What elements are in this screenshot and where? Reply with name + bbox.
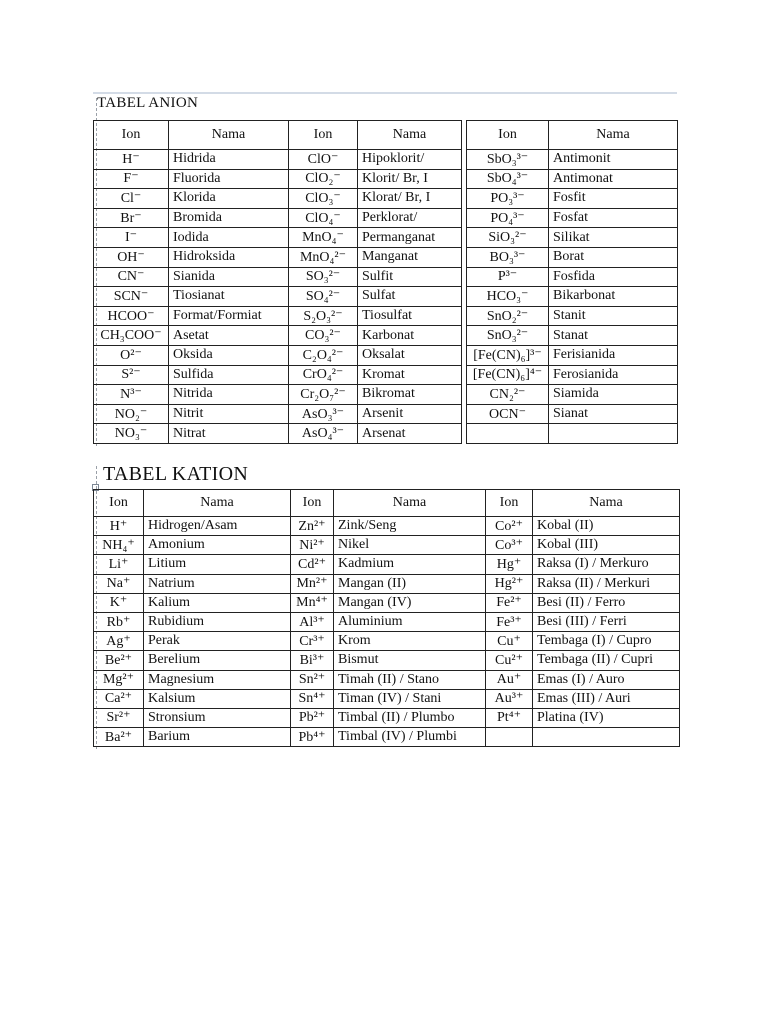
anion-ion-cell: S₂O₃²⁻ bbox=[289, 306, 358, 326]
anion-ion-cell: O²⁻ bbox=[94, 345, 169, 365]
kation-name-cell: Tembaga (I) / Cupro bbox=[533, 632, 680, 651]
kation-name-cell: Mangan (II) bbox=[334, 574, 486, 593]
kation-name-cell: Aluminium bbox=[334, 612, 486, 631]
anion-name-cell: Karbonat bbox=[358, 326, 462, 346]
anion-ion-cell: PO₄³⁻ bbox=[467, 208, 549, 228]
anion-table-row bbox=[94, 228, 678, 248]
anion-ion-cell: HCOO⁻ bbox=[94, 306, 169, 326]
anion-name-cell: Bikromat bbox=[358, 385, 462, 405]
kation-ion-cell: Li⁺ bbox=[94, 555, 144, 574]
anion-ion-cell: F⁻ bbox=[94, 169, 169, 189]
anion-ion-cell: MnO₄²⁻ bbox=[289, 247, 358, 267]
kation-name-cell: Krom bbox=[334, 632, 486, 651]
kation-table-row bbox=[94, 517, 680, 536]
kation-ion-cell: H⁺ bbox=[94, 517, 144, 536]
anion-table-row bbox=[94, 267, 678, 287]
kation-ion-cell: Rb⁺ bbox=[94, 612, 144, 631]
kation-name-cell: Besi (III) / Ferri bbox=[533, 612, 680, 631]
anion-ion-cell: NO₂⁻ bbox=[94, 404, 169, 424]
kation-ion-cell: K⁺ bbox=[94, 593, 144, 612]
kation-ion-cell: Au³⁺ bbox=[486, 689, 533, 708]
anion-name-cell: Perklorat/ bbox=[358, 208, 462, 228]
kation-ion-cell: Co²⁺ bbox=[486, 517, 533, 536]
anion-name-cell: Tiosulfat bbox=[358, 306, 462, 326]
anion-ion-cell: ClO⁻ bbox=[289, 150, 358, 170]
anion-name-cell bbox=[549, 424, 678, 444]
anion-ion-cell: S²⁻ bbox=[94, 365, 169, 385]
kation-name-cell: Natrium bbox=[144, 574, 291, 593]
kation-ion-cell: Be²⁺ bbox=[94, 651, 144, 670]
anion-name-cell: Sulfida bbox=[169, 365, 289, 385]
kation-name-cell: Raksa (I) / Merkuro bbox=[533, 555, 680, 574]
kation-ion-cell: Na⁺ bbox=[94, 574, 144, 593]
kation-name-cell: Hidrogen/Asam bbox=[144, 517, 291, 536]
anion-table-row bbox=[94, 345, 678, 365]
kation-name-cell: Timan (IV) / Stani bbox=[334, 689, 486, 708]
anion-name-cell: Hidroksida bbox=[169, 247, 289, 267]
anion-header-ion-2: Ion bbox=[289, 121, 358, 150]
anion-table-row bbox=[94, 385, 678, 405]
kation-name-cell: Stronsium bbox=[144, 708, 291, 727]
anion-name-cell: Nitrit bbox=[169, 404, 289, 424]
anion-name-cell: Ferosianida bbox=[549, 365, 678, 385]
anion-name-cell: Oksalat bbox=[358, 345, 462, 365]
anion-name-cell: Tiosianat bbox=[169, 287, 289, 307]
kation-ion-cell: Mn⁴⁺ bbox=[291, 593, 334, 612]
kation-name-cell: Kadmium bbox=[334, 555, 486, 574]
kation-ion-cell: Hg²⁺ bbox=[486, 574, 533, 593]
kation-header-ion-2: Ion bbox=[291, 490, 334, 517]
kation-name-cell: Kalium bbox=[144, 593, 291, 612]
anion-ion-cell: N³⁻ bbox=[94, 385, 169, 405]
anion-ion-cell: CN₂²⁻ bbox=[467, 385, 549, 405]
anion-ion-cell: SO₃²⁻ bbox=[289, 267, 358, 287]
anion-ion-cell: OCN⁻ bbox=[467, 404, 549, 424]
anion-ion-cell: P³⁻ bbox=[467, 267, 549, 287]
kation-table-row bbox=[94, 728, 680, 747]
anion-name-cell: Asetat bbox=[169, 326, 289, 346]
kation-ion-cell: Mg²⁺ bbox=[94, 670, 144, 689]
kation-ion-cell: Pt⁴⁺ bbox=[486, 708, 533, 727]
kation-name-cell bbox=[533, 728, 680, 747]
kation-ion-cell: Hg⁺ bbox=[486, 555, 533, 574]
anion-table bbox=[93, 120, 678, 444]
kation-header-nama-3: Nama bbox=[533, 490, 680, 517]
anion-ion-cell: SbO₃³⁻ bbox=[467, 150, 549, 170]
kation-name-cell: Barium bbox=[144, 728, 291, 747]
anion-name-cell: Bikarbonat bbox=[549, 287, 678, 307]
kation-table-row bbox=[94, 632, 680, 651]
anion-name-cell: Hipoklorit/ bbox=[358, 150, 462, 170]
anion-ion-cell: PO₃³⁻ bbox=[467, 189, 549, 209]
anion-table-row bbox=[94, 287, 678, 307]
kation-name-cell: Berelium bbox=[144, 651, 291, 670]
kation-table-row bbox=[94, 536, 680, 555]
anion-name-cell: Sulfat bbox=[358, 287, 462, 307]
kation-name-cell: Magnesium bbox=[144, 670, 291, 689]
anion-name-cell: Format/Formiat bbox=[169, 306, 289, 326]
kation-table-row bbox=[94, 612, 680, 631]
anion-header-row bbox=[94, 121, 678, 150]
anion-name-cell: Bromida bbox=[169, 208, 289, 228]
kation-ion-cell: Ba²⁺ bbox=[94, 728, 144, 747]
anion-ion-cell: CrO₄²⁻ bbox=[289, 365, 358, 385]
kation-ion-cell: Au⁺ bbox=[486, 670, 533, 689]
anion-name-cell: Siamida bbox=[549, 385, 678, 405]
kation-name-cell: Amonium bbox=[144, 536, 291, 555]
anion-name-cell: Hidrida bbox=[169, 150, 289, 170]
anion-name-cell: Iodida bbox=[169, 228, 289, 248]
kation-name-cell: Kalsium bbox=[144, 689, 291, 708]
anion-ion-cell bbox=[467, 424, 549, 444]
anion-table-row bbox=[94, 365, 678, 385]
anion-table-section bbox=[93, 94, 677, 444]
anion-table-row bbox=[94, 150, 678, 170]
anion-name-cell: Kromat bbox=[358, 365, 462, 385]
anion-name-cell: Nitrida bbox=[169, 385, 289, 405]
kation-header-ion-3: Ion bbox=[486, 490, 533, 517]
anion-ion-cell: SnO₃²⁻ bbox=[467, 326, 549, 346]
anion-name-cell: Silikat bbox=[549, 228, 678, 248]
kation-name-cell: Bismut bbox=[334, 651, 486, 670]
kation-table-row bbox=[94, 593, 680, 612]
kation-name-cell: Raksa (II) / Merkuri bbox=[533, 574, 680, 593]
anion-ion-cell: ClO₂⁻ bbox=[289, 169, 358, 189]
anion-name-cell: Antimonit bbox=[549, 150, 678, 170]
kation-ion-cell: Cu⁺ bbox=[486, 632, 533, 651]
anion-ion-cell: C₂O₄²⁻ bbox=[289, 345, 358, 365]
kation-header-row bbox=[94, 490, 680, 517]
kation-name-cell: Platina (IV) bbox=[533, 708, 680, 727]
anion-table-row bbox=[94, 326, 678, 346]
anion-ion-cell: Br⁻ bbox=[94, 208, 169, 228]
kation-name-cell: Litium bbox=[144, 555, 291, 574]
anion-name-cell: Klorida bbox=[169, 189, 289, 209]
kation-ion-cell: NH₄⁺ bbox=[94, 536, 144, 555]
anion-ion-cell: OH⁻ bbox=[94, 247, 169, 267]
anion-table-row bbox=[94, 189, 678, 209]
kation-header-ion-1: Ion bbox=[94, 490, 144, 517]
kation-table-section bbox=[93, 462, 679, 747]
kation-ion-cell: Sr²⁺ bbox=[94, 708, 144, 727]
anion-name-cell: Sianida bbox=[169, 267, 289, 287]
anion-ion-cell: SbO₄³⁻ bbox=[467, 169, 549, 189]
anion-header-ion-3: Ion bbox=[467, 121, 549, 150]
anion-ion-cell: H⁻ bbox=[94, 150, 169, 170]
kation-ion-cell: Pb⁴⁺ bbox=[291, 728, 334, 747]
anion-ion-cell: CO₃²⁻ bbox=[289, 326, 358, 346]
kation-table-body bbox=[94, 517, 680, 747]
kation-table-row bbox=[94, 689, 680, 708]
anion-name-cell: Ferisianida bbox=[549, 345, 678, 365]
kation-header-nama-1: Nama bbox=[144, 490, 291, 517]
anion-ion-cell: I⁻ bbox=[94, 228, 169, 248]
anion-name-cell: Klorat/ Br, I bbox=[358, 189, 462, 209]
kation-ion-cell: Sn⁴⁺ bbox=[291, 689, 334, 708]
anion-table-body bbox=[94, 150, 678, 444]
anion-name-cell: Stanit bbox=[549, 306, 678, 326]
anion-name-cell: Oksida bbox=[169, 345, 289, 365]
anion-ion-cell: MnO₄⁻ bbox=[289, 228, 358, 248]
anion-ion-cell: ClO₄⁻ bbox=[289, 208, 358, 228]
kation-ion-cell: Ag⁺ bbox=[94, 632, 144, 651]
anion-ion-cell: ClO₃⁻ bbox=[289, 189, 358, 209]
anion-ion-cell: HCO₃⁻ bbox=[467, 287, 549, 307]
kation-table-row bbox=[94, 670, 680, 689]
kation-table bbox=[93, 489, 680, 747]
anion-ion-cell: [Fe(CN)₆]⁴⁻ bbox=[467, 365, 549, 385]
anion-name-cell: Fosfat bbox=[549, 208, 678, 228]
anion-ion-cell: CN⁻ bbox=[94, 267, 169, 287]
anion-ion-cell: NO₃⁻ bbox=[94, 424, 169, 444]
anion-ion-cell: Cl⁻ bbox=[94, 189, 169, 209]
anion-table-row bbox=[94, 404, 678, 424]
anion-header-nama-2: Nama bbox=[358, 121, 462, 150]
kation-ion-cell: Fe²⁺ bbox=[486, 593, 533, 612]
anion-name-cell: Stanat bbox=[549, 326, 678, 346]
kation-name-cell: Perak bbox=[144, 632, 291, 651]
anion-name-cell: Klorit/ Br, I bbox=[358, 169, 462, 189]
anion-ion-cell: SCN⁻ bbox=[94, 287, 169, 307]
anion-ion-cell: SiO₃²⁻ bbox=[467, 228, 549, 248]
kation-table-row bbox=[94, 708, 680, 727]
anion-name-cell: Nitrat bbox=[169, 424, 289, 444]
kation-name-cell: Zink/Seng bbox=[334, 517, 486, 536]
kation-ion-cell: Al³⁺ bbox=[291, 612, 334, 631]
anion-ion-cell: [Fe(CN)₆]³⁻ bbox=[467, 345, 549, 365]
anion-name-cell: Borat bbox=[549, 247, 678, 267]
kation-ion-cell: Ni²⁺ bbox=[291, 536, 334, 555]
anion-name-cell: Sianat bbox=[549, 404, 678, 424]
kation-name-cell: Timbal (II) / Plumbo bbox=[334, 708, 486, 727]
kation-ion-cell: Cu²⁺ bbox=[486, 651, 533, 670]
anion-table-row bbox=[94, 169, 678, 189]
kation-name-cell: Timbal (IV) / Plumbi bbox=[334, 728, 486, 747]
anion-name-cell: Fosfida bbox=[549, 267, 678, 287]
anion-name-cell: Permanganat bbox=[358, 228, 462, 248]
kation-name-cell: Besi (II) / Ferro bbox=[533, 593, 680, 612]
anion-table-row bbox=[94, 424, 678, 444]
kation-ion-cell: Cr³⁺ bbox=[291, 632, 334, 651]
anion-name-cell: Arsenit bbox=[358, 404, 462, 424]
kation-ion-cell: Zn²⁺ bbox=[291, 517, 334, 536]
anion-ion-cell: AsO₃³⁻ bbox=[289, 404, 358, 424]
anion-ion-cell: BO₃³⁻ bbox=[467, 247, 549, 267]
kation-ion-cell: Cd²⁺ bbox=[291, 555, 334, 574]
kation-ion-cell: Sn²⁺ bbox=[291, 670, 334, 689]
anion-header-ion-1: Ion bbox=[94, 121, 169, 150]
kation-table-row bbox=[94, 651, 680, 670]
kation-name-cell: Nikel bbox=[334, 536, 486, 555]
kation-table-row bbox=[94, 555, 680, 574]
kation-name-cell: Kobal (III) bbox=[533, 536, 680, 555]
kation-ion-cell: Ca²⁺ bbox=[94, 689, 144, 708]
kation-name-cell: Rubidium bbox=[144, 612, 291, 631]
kation-name-cell: Mangan (IV) bbox=[334, 593, 486, 612]
anion-name-cell: Antimonat bbox=[549, 169, 678, 189]
anion-name-cell: Manganat bbox=[358, 247, 462, 267]
kation-name-cell: Emas (I) / Auro bbox=[533, 670, 680, 689]
kation-table-row bbox=[94, 574, 680, 593]
kation-table-title: TABEL KATION bbox=[103, 463, 249, 485]
kation-name-cell: Emas (III) / Auri bbox=[533, 689, 680, 708]
anion-table-row bbox=[94, 247, 678, 267]
anion-table-row bbox=[94, 306, 678, 326]
anion-header-nama-3: Nama bbox=[549, 121, 678, 150]
anion-name-cell: Arsenat bbox=[358, 424, 462, 444]
anion-ion-cell: SO₄²⁻ bbox=[289, 287, 358, 307]
anion-table-row bbox=[94, 208, 678, 228]
kation-ion-cell bbox=[486, 728, 533, 747]
anion-name-cell: Fluorida bbox=[169, 169, 289, 189]
anion-ion-cell: Cr₂O₇²⁻ bbox=[289, 385, 358, 405]
anion-ion-cell: SnO₂²⁻ bbox=[467, 306, 549, 326]
kation-name-cell: Kobal (II) bbox=[533, 517, 680, 536]
anion-ion-cell: AsO₄³⁻ bbox=[289, 424, 358, 444]
kation-ion-cell: Bi³⁺ bbox=[291, 651, 334, 670]
kation-name-cell: Timah (II) / Stano bbox=[334, 670, 486, 689]
anion-name-cell: Sulfit bbox=[358, 267, 462, 287]
kation-ion-cell: Mn²⁺ bbox=[291, 574, 334, 593]
kation-ion-cell: Pb²⁺ bbox=[291, 708, 334, 727]
anion-table-title: TABEL ANION bbox=[97, 95, 199, 111]
anion-name-cell: Fosfit bbox=[549, 189, 678, 209]
anion-header-nama-1: Nama bbox=[169, 121, 289, 150]
kation-ion-cell: Fe³⁺ bbox=[486, 612, 533, 631]
kation-name-cell: Tembaga (II) / Cupri bbox=[533, 651, 680, 670]
anion-ion-cell: CH₃COO⁻ bbox=[94, 326, 169, 346]
kation-ion-cell: Co³⁺ bbox=[486, 536, 533, 555]
kation-header-nama-2: Nama bbox=[334, 490, 486, 517]
